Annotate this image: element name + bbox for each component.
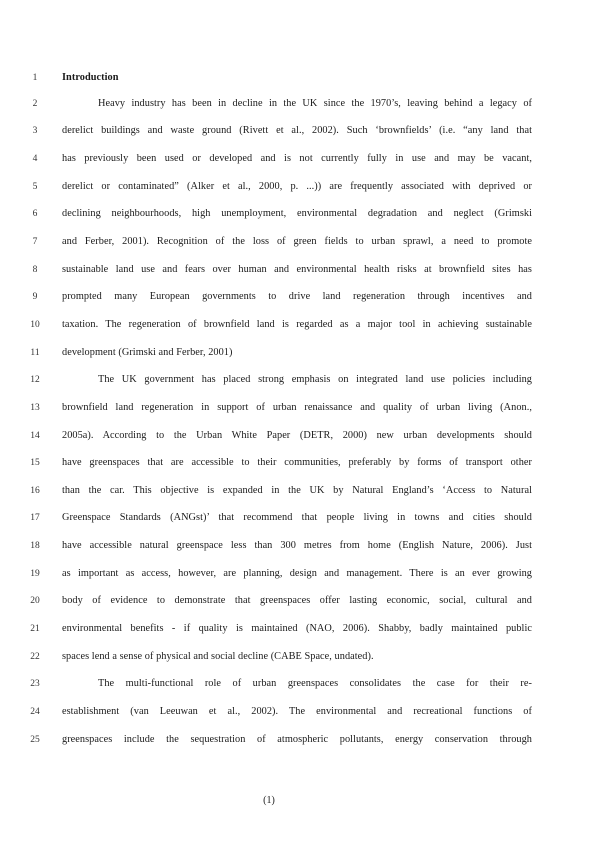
line-text: derelict or contaminated” (Alker et al., 2000, p. ...)) are frequently associated with deprived or xyxy=(62,181,532,192)
text-line xyxy=(0,567,595,587)
text-line xyxy=(0,594,595,614)
line-text: development (Grimski and Ferber, 2001) xyxy=(62,347,233,358)
text-line xyxy=(0,152,595,172)
line-number: 17 xyxy=(30,513,40,523)
line-text: The UK government has placed strong emphasis on integrated land use policies including xyxy=(98,374,532,385)
line-text: prompted many European governments to drive land regeneration through incentives and xyxy=(62,291,532,302)
line-number: 10 xyxy=(30,320,40,330)
line-text: Greenspace Standards (ANGst)’ that recommend that people living in towns and cities should xyxy=(62,512,532,523)
text-line xyxy=(0,484,595,504)
text-line xyxy=(0,235,595,255)
line-text: sustainable land use and fears over human and environmental health risks at brownfield sites has xyxy=(62,264,532,275)
line-text: declining neighbourhoods, high unemployment, environmental degradation and neglect (Grimski xyxy=(62,208,532,219)
line-number: 23 xyxy=(30,679,40,689)
line-text: spaces lend a sense of physical and social decline (CABE Space, undated). xyxy=(62,651,374,662)
line-number: 5 xyxy=(32,182,38,192)
text-line xyxy=(0,71,595,91)
line-text: The multi-functional role of urban greenspaces consolidates the case for their re- xyxy=(98,678,532,689)
line-text: body of evidence to demonstrate that greenspaces offer lasting economic, social, cultural and xyxy=(62,595,532,606)
line-number: 6 xyxy=(32,209,38,219)
text-line xyxy=(0,401,595,421)
section-heading: Introduction xyxy=(62,72,119,83)
line-number: 15 xyxy=(30,458,40,468)
text-line xyxy=(0,733,595,753)
line-text: Heavy industry has been in decline in the UK since the 1970’s, leaving behind a legacy of xyxy=(98,98,532,109)
line-text: than the car. This objective is expanded in the UK by Natural England’s ‘Access to Natural xyxy=(62,485,532,496)
text-line xyxy=(0,456,595,476)
text-line xyxy=(0,705,595,725)
text-line xyxy=(0,180,595,200)
line-number: 3 xyxy=(32,126,38,136)
line-number: 14 xyxy=(30,431,40,441)
line-text: establishment (van Leeuwan et al., 2002). The environmental and recreational functions of xyxy=(62,706,532,717)
line-text: environmental benefits - if quality is maintained (NAO, 2006). Shabby, badly maintained public xyxy=(62,623,532,634)
text-line xyxy=(0,97,595,117)
line-text: brownfield land regeneration in support of urban renaissance and quality of urban living (Anon., xyxy=(62,402,532,413)
line-number: 21 xyxy=(30,624,40,634)
line-number: 9 xyxy=(32,292,38,302)
text-line xyxy=(0,539,595,559)
text-line xyxy=(0,263,595,283)
text-line xyxy=(0,207,595,227)
line-number: 19 xyxy=(30,569,40,579)
text-line xyxy=(0,290,595,310)
line-text: derelict buildings and waste ground (Rivett et al., 2002). Such ‘brownfields’ (i.e. “any land that xyxy=(62,125,532,136)
line-text: greenspaces include the sequestration of atmospheric pollutants, energy conservation through xyxy=(62,734,532,745)
line-number: 20 xyxy=(30,596,40,606)
line-text: have greenspaces that are accessible to their communities, preferably by forms of transport other xyxy=(62,457,532,468)
line-number: 16 xyxy=(30,486,40,496)
line-number: 24 xyxy=(30,707,40,717)
line-number: 25 xyxy=(30,735,40,745)
text-line xyxy=(0,622,595,642)
line-number: 8 xyxy=(32,265,38,275)
line-number: 2 xyxy=(32,99,38,109)
line-number: 18 xyxy=(30,541,40,551)
text-line xyxy=(0,677,595,697)
line-text: 2005a). According to the Urban White Paper (DETR, 2000) new urban developments should xyxy=(62,430,532,441)
line-text: have accessible natural greenspace less than 300 metres from home (English Nature, 2006). Just xyxy=(62,540,532,551)
line-number: 4 xyxy=(32,154,38,164)
page-number: (1) xyxy=(263,795,275,806)
line-number: 12 xyxy=(30,375,40,385)
text-line xyxy=(0,318,595,338)
line-text: taxation. The regeneration of brownfield land is regarded as a major tool in achieving sustainable xyxy=(62,319,532,330)
line-text: as important as access, however, are planning, design and management. There is an ever growing xyxy=(62,568,532,579)
text-line xyxy=(0,373,595,393)
text-line xyxy=(0,124,595,144)
line-number: 11 xyxy=(30,348,40,358)
line-text: has previously been used or developed and is not currently fully in use and may be vacant, xyxy=(62,153,532,164)
text-line xyxy=(0,650,595,670)
line-number: 7 xyxy=(32,237,38,247)
text-line xyxy=(0,511,595,531)
line-number: 22 xyxy=(30,652,40,662)
text-line xyxy=(0,346,595,366)
line-number: 13 xyxy=(30,403,40,413)
line-text: and Ferber, 2001). Recognition of the loss of green fields to urban sprawl, a need to promote xyxy=(62,236,532,247)
text-line xyxy=(0,429,595,449)
line-number: 1 xyxy=(32,73,38,83)
